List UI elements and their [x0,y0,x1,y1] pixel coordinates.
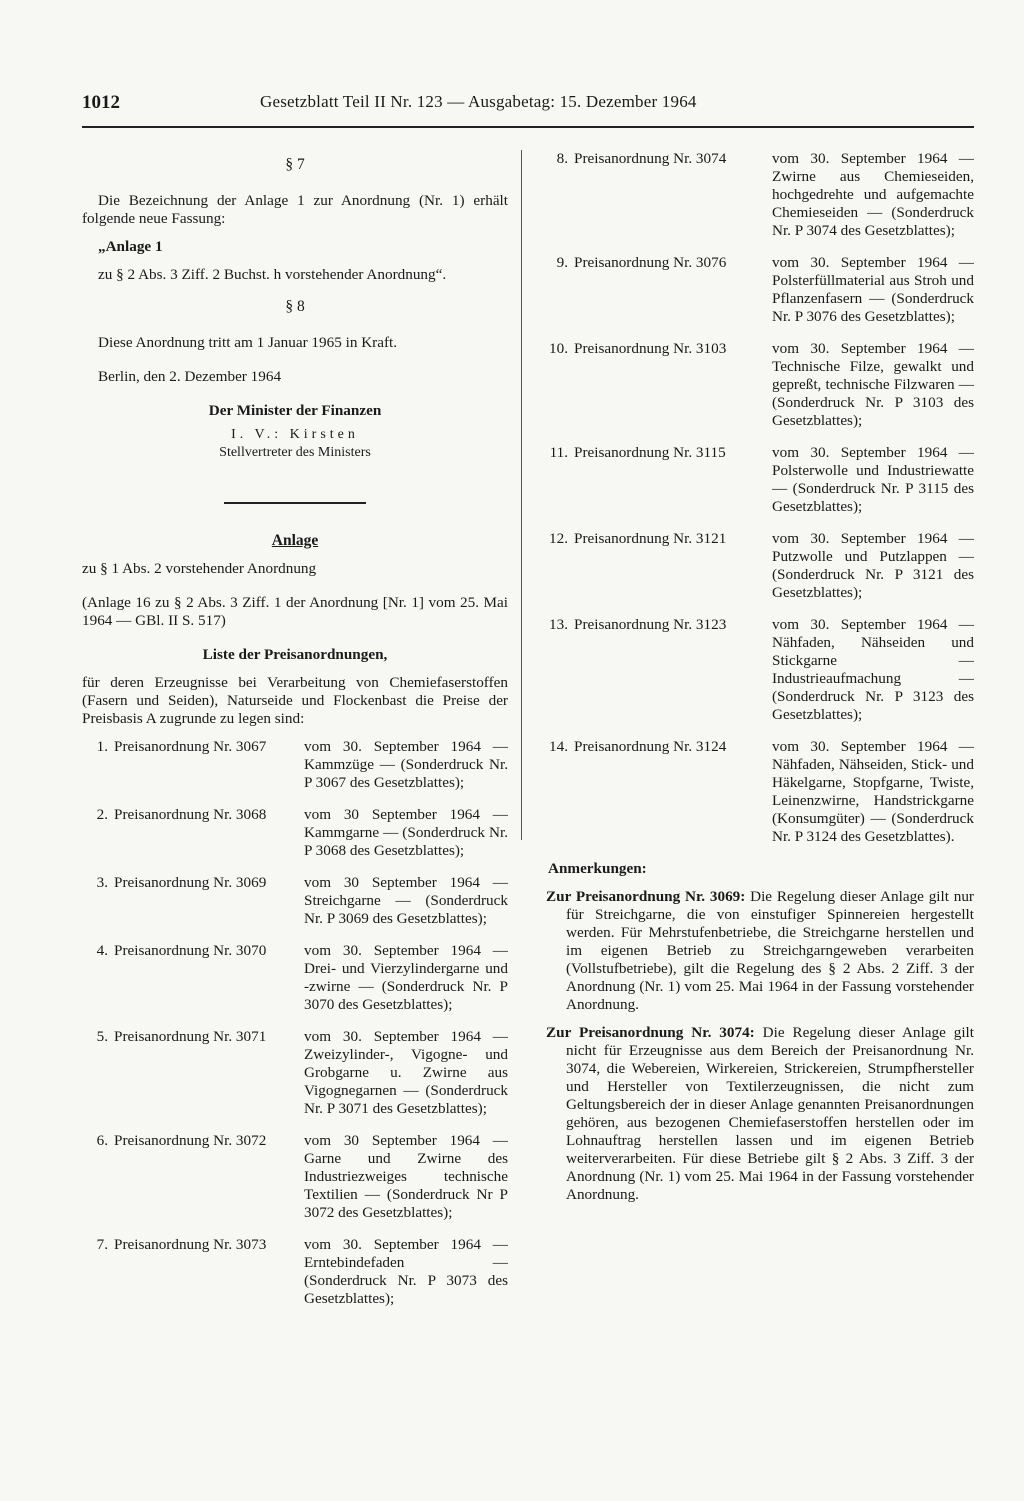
list-item [540,616,974,724]
list-intro: für deren Erzeugnisse bei Verarbeitung von Chemiefaserstoffen (Fasern und Seiden), Naturseide und Flockenbast die Preise der Preisbasis A zugrunde zu legen sind: [82,674,508,727]
item-description: vom 30. September 1964 — Polsterwolle und Industriewatte — (Sonderdruck Nr. P 3115 des Gesetzblattes); [772,444,974,515]
item-label: Preisanordnung Nr. 3072 [114,1132,267,1149]
note-text: Die Regelung dieser Anlage gilt nicht für Erzeugnisse aus dem Bereich der Preisanordnung Nr. 3074, die Webereien, Wirkereien, Strickereien, Strumpfhersteller und Hersteller von Textilerzeugnissen, die nicht zum Geltungsbereich der in dieser Anlage genannten Preisanordnungen gehören, aus bezogenen Chemiefaserstoffen herstellen oder im Lohnauftrag herstellen lassen und im eigenen Betrieb weiterverarbeiten. Für diese Betriebe gilt § 2 Abs. 3 Ziff. 3 der Anordnung (Nr. 1) vom 25. Mai 1964 in der Fassung vorstehender Anordnung. [566,1024,974,1203]
signature-role: Stellvertreter des Ministers [219,445,371,460]
anlage-title: Anlage [271,532,319,549]
horizontal-rule [224,502,366,504]
item-number: 4. [96,942,108,959]
item-number: 2. [96,806,108,823]
section-8-text: Diese Anordnung tritt am 1 Januar 1965 in Kraft. [98,334,398,351]
page-number: 1012 [82,92,120,113]
list-item [82,806,508,860]
item-description: vom 30. September 1964 — Kammzüge — (Sonderdruck Nr. P 3067 des Gesetzblattes); [304,738,508,791]
item-label: Preisanordnung Nr. 3069 [114,874,267,891]
item-description: vom 30. September 1964 — Polsterfüllmaterial aus Stroh und Pflanzenfasern — (Sonderdruck Nr. P 3076 des Gesetzblattes); [772,254,974,325]
item-number: 10. [549,340,568,357]
item-label: Preisanordnung Nr. 3067 [114,738,267,755]
list-right [540,150,974,846]
item-description: vom 30 September 1964 — Kammgarne — (Sonderdruck Nr. P 3068 des Gesetzblattes); [304,806,508,859]
list-title: Liste der Preisanordnungen, [202,646,388,663]
note-3074 [540,1024,974,1204]
item-description: vom 30. September 1964 — Nähfaden, Nähseiden, Stick- und Häkelgarne, Stopfgarne, Twiste, Leinenzwirne, Handstrickgarne (Konsumgüter) — (Sonderdruck Nr. P 3124 des Gesetzblattes). [772,738,974,845]
signature-block [82,402,508,462]
right-column [540,150,974,1204]
anlage-reference: zu § 1 Abs. 2 vorstehender Anordnung [82,560,317,577]
item-number: 6. [96,1132,108,1149]
column-divider [521,150,522,840]
signature-name: I. V.: Kirsten [231,427,359,442]
page-header [82,86,974,128]
place-date: Berlin, den 2. Dezember 1964 [98,368,282,385]
item-label: Preisanordnung Nr. 3123 [574,616,727,633]
note-text: Die Regelung dieser Anlage gilt nur für Streichgarne, die von einstufiger Spinnereien hergestellt werden. Für Mehrstufenbetriebe, die Streichgarne herstellen und im eigenen Betrieb zu Streichgarngeweben verarbeiten (Vollstufbetriebe), gilt die Regelung des § 2 Abs. 2 Ziff. 3 der Anordnung (Nr. 1) vom 25. Mai 1964 in der Fassung vorstehender Anordnung. [566,888,974,1013]
item-label: Preisanordnung Nr. 3074 [574,150,727,167]
list-item [82,1028,508,1118]
item-description: vom 30. September 1964 — Putzwolle und Putzlappen — (Sonderdruck Nr. P 3121 des Gesetzblattes); [772,530,974,601]
item-number: 14. [549,738,568,755]
item-description: vom 30 September 1964 — Garne und Zwirne des Industriezweiges technische Textilien — (Sonderdruck Nr P 3072 des Gesetzblattes); [304,1132,508,1221]
item-description: vom 30 September 1964 — Streichgarne — (Sonderdruck Nr. P 3069 des Gesetzblattes); [304,874,508,927]
item-label: Preisanordnung Nr. 3124 [574,738,727,755]
item-number: 1. [96,738,108,755]
item-description: vom 30. September 1964 — Erntebindefaden — (Sonderdruck Nr. P 3073 des Gesetzblattes); [304,1236,508,1307]
item-number: 5. [96,1028,108,1045]
left-column [82,150,508,1322]
list-item [82,874,508,928]
note-lead: Zur Preisanordnung Nr. 3069: [546,888,746,905]
item-description: vom 30. September 1964 — Zwirne aus Chemieseiden, hochgedrehte und aufgemachte Chemieseiden — (Sonderdruck Nr. P 3074 des Gesetzblattes); [772,150,974,239]
anlage-source: (Anlage 16 zu § 2 Abs. 3 Ziff. 1 der Anordnung [Nr. 1] vom 25. Mai 1964 — GBl. II S. 517) [82,594,508,629]
item-label: Preisanordnung Nr. 3076 [574,254,727,271]
anlage-1-label: „Anlage 1 [98,238,163,255]
note-3069 [540,888,974,1014]
list-left [82,738,508,1308]
list-item [82,1236,508,1308]
item-label: Preisanordnung Nr. 3103 [574,340,727,357]
list-item [540,150,974,240]
item-label: Preisanordnung Nr. 3071 [114,1028,267,1045]
item-number: 9. [556,254,568,271]
list-item [82,738,508,792]
list-item [540,444,974,516]
item-label: Preisanordnung Nr. 3073 [114,1236,267,1253]
list-item [82,942,508,1014]
item-number: 11. [549,444,568,461]
anlage-1-text: zu § 2 Abs. 3 Ziff. 2 Buchst. h vorstehender Anordnung“. [98,266,447,283]
list-item [82,1132,508,1222]
item-number: 8. [556,150,568,167]
list-item [540,530,974,602]
item-label: Preisanordnung Nr. 3068 [114,806,267,823]
item-label: Preisanordnung Nr. 3070 [114,942,267,959]
item-label: Preisanordnung Nr. 3115 [574,444,726,461]
item-description: vom 30. September 1964 — Technische Filze, gewalkt und gepreßt, technische Filzwaren — (Sonderdruck Nr. P 3103 des Gesetzblattes); [772,340,974,429]
note-lead: Zur Preisanordnung Nr. 3074: [546,1024,755,1041]
item-description: vom 30. September 1964 — Drei- und Vierzylindergarne und -zwirne — (Sonderdruck Nr. P 3070 des Gesetzblattes); [304,942,508,1013]
item-description: vom 30. September 1964 — Nähfaden, Nähseiden und Stickgarne — Industrieaufmachung — (Sonderdruck Nr. P 3123 des Gesetzblattes); [772,616,974,723]
section-7-heading: § 7 [285,156,305,173]
item-number: 3. [96,874,108,891]
section-8-heading: § 8 [285,298,305,315]
signature-title: Der Minister der Finanzen [208,402,382,419]
running-title: Gesetzblatt Teil II Nr. 123 — Ausgabetag: 15. Dezember 1964 [260,92,697,111]
item-description: vom 30. September 1964 — Zweizylinder-, Vigogne- und Grobgarne u. Zwirne aus Vigognegarnen — (Sonderdruck Nr. P 3071 des Gesetzblattes); [304,1028,508,1117]
list-item [540,738,974,846]
notes-title: Anmerkungen: [548,860,647,877]
item-number: 12. [549,530,568,547]
list-item [540,340,974,430]
item-label: Preisanordnung Nr. 3121 [574,530,727,547]
item-number: 13. [549,616,568,633]
section-7-text: Die Bezeichnung der Anlage 1 zur Anordnung (Nr. 1) erhält folgende neue Fassung: [82,192,508,227]
item-number: 7. [96,1236,108,1253]
list-item [540,254,974,326]
